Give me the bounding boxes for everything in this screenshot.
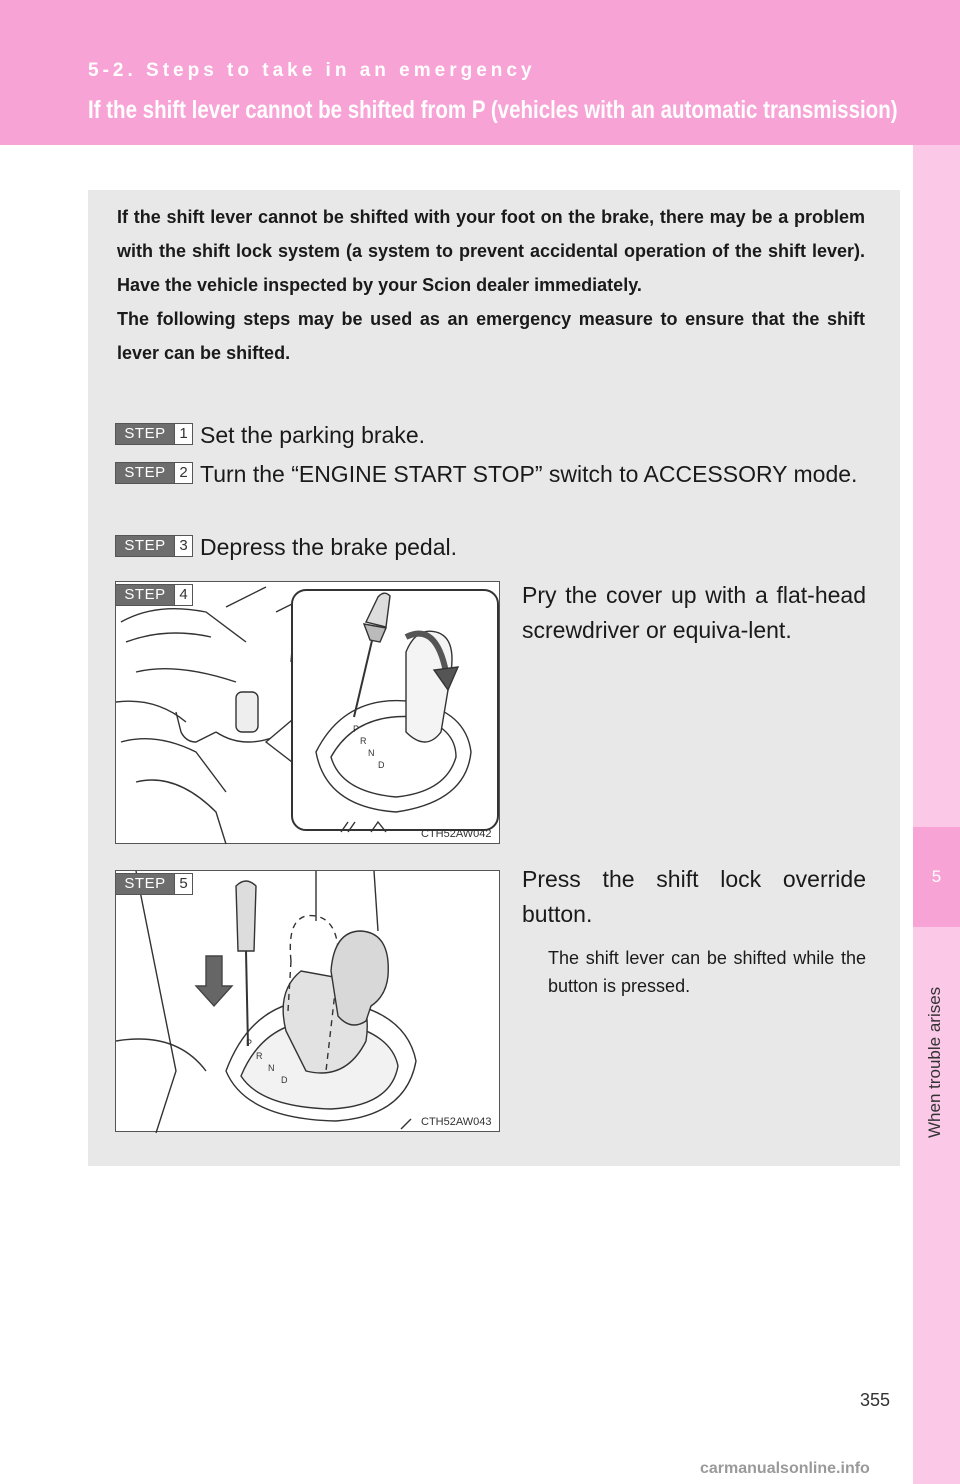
intro-paragraph-1: If the shift lever cannot be shifted with your foot on the brake, there may be a problem with the shift lock system (a system to prevent accidental operation of the shift lever). Have the vehicle inspected by your Scion dealer immediately. bbox=[117, 207, 865, 295]
step-5-figure bbox=[115, 870, 500, 1132]
svg-text:D: D bbox=[281, 1075, 288, 1085]
step-1-badge bbox=[115, 423, 193, 445]
step-badge-word: STEP bbox=[115, 873, 175, 895]
page-title: If the shift lever cannot be shifted from P (vehicles with an automatic transmission) bbox=[88, 96, 898, 124]
step-badge-word: STEP bbox=[115, 584, 175, 606]
svg-text:N: N bbox=[368, 748, 375, 758]
step-1-text: Set the parking brake. bbox=[200, 422, 426, 448]
page-header bbox=[0, 0, 960, 145]
chapter-title bbox=[913, 940, 960, 1140]
shift-lock-override-illustration bbox=[116, 871, 501, 1133]
step-2-badge bbox=[115, 462, 193, 484]
side-tab bbox=[913, 145, 960, 1484]
step-badge-number: 3 bbox=[175, 535, 193, 557]
step-5-text: Press the shift lock override button. bbox=[522, 866, 866, 927]
step-5-note: The shift lever can be shifted while the button is pressed. bbox=[548, 948, 866, 996]
step-badge-number: 4 bbox=[175, 584, 193, 606]
svg-text:D: D bbox=[378, 760, 385, 770]
figure-code: CTH52AW042 bbox=[421, 828, 492, 840]
step-badge-number: 1 bbox=[175, 423, 193, 445]
step-3-badge bbox=[115, 535, 193, 557]
section-label: 5-2. Steps to take in an emergency bbox=[88, 60, 536, 81]
watermark: carmanualsonline.info bbox=[700, 1460, 870, 1477]
chapter-number: 5 bbox=[931, 867, 942, 886]
intro-text bbox=[117, 200, 865, 370]
step-3-text: Depress the brake pedal. bbox=[200, 534, 457, 560]
page-number: 355 bbox=[860, 1390, 891, 1410]
intro-paragraph-2: The following steps may be used as an emergency measure to ensure that the shift lever can be shifted. bbox=[117, 309, 865, 363]
step-5-badge bbox=[115, 873, 193, 895]
step-4-text: Pry the cover up with a flat-head screwdriver or equiva-lent. bbox=[522, 582, 866, 643]
step-2-text: Turn the “ENGINE START STOP” switch to ACCESSORY mode. bbox=[200, 461, 858, 487]
step-badge-word: STEP bbox=[115, 423, 175, 445]
shift-cover-illustration bbox=[116, 582, 501, 845]
svg-text:R: R bbox=[360, 736, 367, 746]
svg-text:P: P bbox=[353, 724, 360, 734]
svg-text:R: R bbox=[256, 1051, 263, 1061]
chapter-box bbox=[913, 827, 960, 927]
step-badge-word: STEP bbox=[115, 535, 175, 557]
svg-text:N: N bbox=[268, 1063, 275, 1073]
svg-text:P: P bbox=[246, 1038, 253, 1048]
step-4-figure bbox=[115, 581, 500, 844]
step-badge-number: 2 bbox=[175, 462, 193, 484]
step-4-badge bbox=[115, 584, 193, 606]
chapter-title-text: When trouble arises bbox=[925, 986, 944, 1138]
step-badge-number: 5 bbox=[175, 873, 193, 895]
figure-code: CTH52AW043 bbox=[421, 1116, 492, 1128]
step-badge-word: STEP bbox=[115, 462, 175, 484]
